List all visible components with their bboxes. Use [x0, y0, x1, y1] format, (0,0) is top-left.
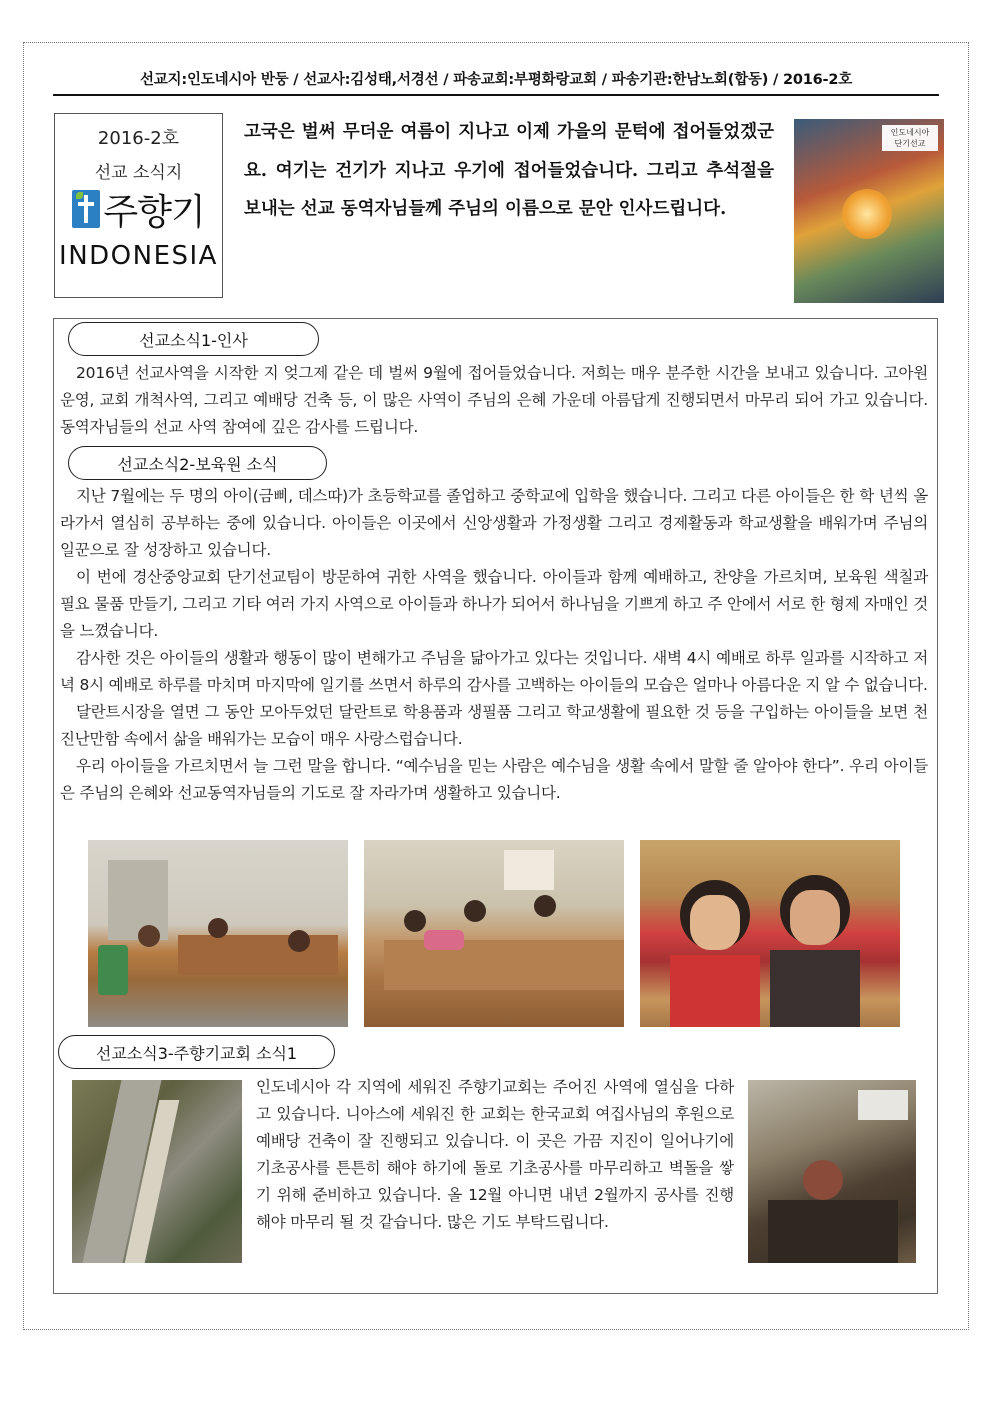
section-body [60, 360, 928, 441]
paragraph: 우리 아이들을 가르치면서 늘 그런 말을 합니다. “예수님을 믿는 사람은 예수님을 생활 속에서 말할 줄 알아야 한다”. 우리 아이들은 주님의 은혜와 선교동역자님들의 기도로 잘 자라가며 생활하고 있습니다. [60, 757, 928, 802]
paragraph: 달란트시장을 열면 그 동안 모아두었던 달란트로 학용품과 생필품 그리고 학교생활에 필요한 것 등을 구입하는 아이들을 보면 천진난만함 속에서 삶을 배워가는 모습이 매우 사랑스럽습니다. [60, 703, 928, 748]
cover-title: 인도네시아 단기선교 [882, 125, 938, 151]
section-body [256, 1074, 734, 1236]
logo-text: 주향기 [103, 191, 205, 233]
logo [55, 187, 222, 231]
section-title: 선교소식1-인사 [68, 322, 319, 356]
orphanage-classroom-photo [88, 840, 348, 1027]
paragraph: 2016년 선교사역을 시작한 지 엊그제 같은 데 벌써 9월에 접어들었습니다. 저희는 매우 분주한 시간을 보내고 있습니다. 고아원 운영, 교회 개척사역, 그리고 예배당 건축 등, 이 많은 사역이 주님의 은혜 가운데 아름답게 진행되면서 마무리 되어 가고 있습니다. 동역자님들의 선교 사역 참여에 깊은 감사를 드립니다. [60, 364, 928, 436]
header-divider [53, 94, 939, 96]
newsletter-subtitle: 선교 소식지 [94, 163, 183, 183]
cover-collage-photo [794, 119, 944, 303]
section-title: 선교소식3-주향기교회 소식1 [58, 1035, 335, 1069]
paragraph: 지난 7월에는 두 명의 아이(금삐, 데스따)가 초등학교를 졸업하고 중학교에 입학을 했습니다. 그리고 다른 아이들은 한 학 년씩 올라가서 열심히 공부하는 중에 있습니다. 아이들은 이곳에서 신앙생활과 가정생활 그리고 경제활동과 학교생활을 배워가며 주님의 일꾼으로 잘 성장하고 있습니다. [60, 487, 928, 559]
intro-greeting: 고국은 벌써 무더운 여름이 지나고 이제 가을의 문턱에 접어들었겠군요. 여기는 건기가 지나고 우기에 접어들었습니다. 그리고 추석절을 보내는 선교 동역자님들께 주님의 이름으로 문안 인사드립니다. [244, 122, 774, 219]
cross-logo-icon [72, 190, 100, 228]
paragraph: 이 번에 경산중앙교회 단기선교팀이 방문하여 귀한 사역을 했습니다. 아이들과 함께 예배하고, 찬양을 가르치며, 보육원 색칠과 필요 물품 만들기, 그리고 기타 여러 가지 사역으로 아이들과 하나가 되어서 하나님을 기쁘게 하고 주 안에서 서로 한 형제 자매인 것을 느꼈습니다. [60, 568, 928, 640]
issue-number: 2016-2호 [97, 128, 180, 149]
children-at-desks-photo [364, 840, 624, 1027]
newsletter-header: 선교지:인도네시아 반둥 / 선교사:김성태,서경선 / 파송교회:부평화랑교회 / 파송기관:한남노회(합동) / 2016-2호 [139, 72, 853, 88]
country-label: INDONESIA [59, 241, 218, 271]
section-title: 선교소식2-보육원 소식 [68, 446, 327, 480]
masthead-box [54, 113, 223, 298]
church-foundation-photo [72, 1080, 242, 1263]
section-body [60, 483, 928, 807]
paragraph: 감사한 것은 아이들의 생활과 행동이 많이 변해가고 주님을 닮아가고 있다는 것입니다. 새벽 4시 예배로 하루 일과를 시작하고 저녁 8시 예배로 하루를 마치며 마지막에 일기를 쓰면서 하루의 감사를 고백하는 아이들의 모습은 얼마나 아름다운 지 알 수 없습니다. [60, 649, 928, 694]
two-girls-photo [640, 840, 900, 1027]
construction-worker-photo [748, 1080, 916, 1263]
paragraph: 인도네시아 각 지역에 세워진 주향기교회는 주어진 사역에 열심을 다하고 있습니다. 니아스에 세워진 한 교회는 한국교회 여집사님의 후원으로 예배당 건축이 잘 진행되고 있습니다. 이 곳은 가끔 지진이 일어나기에 기초공사를 튼튼히 해야 하기에 돌로 기초공사를 마무리하고 벽돌을 쌓기 위해 준비하고 있습니다. 올 12월 아니면 내년 2월까지 공사를 진행해야 마무리 될 것 같습니다. 많은 기도 부탁드립니다. [256, 1078, 734, 1231]
